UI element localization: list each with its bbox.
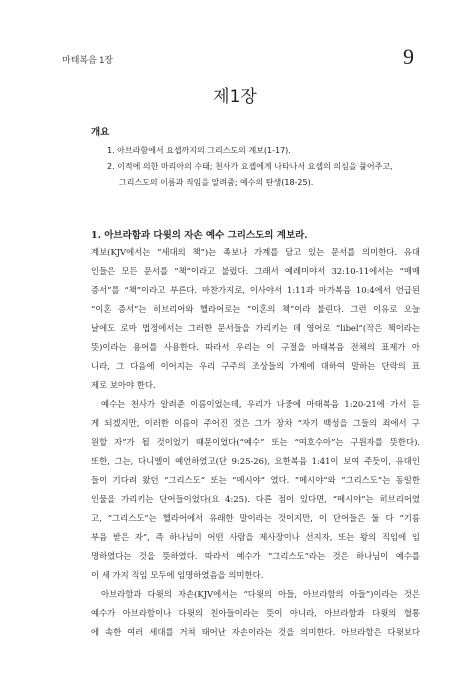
body-text-line: 증서”를 “책”이라고 부른다. 마찬가지로, 이사야서 1:11과 마가복음 10:4에서 언급된 [91, 285, 420, 295]
body-text-line: 부음 받은 자”, 즉 하나님이 어떤 사람을 제사장이나 선지자, 또는 왕의 직임에 임 [91, 532, 420, 542]
body-text-line: 이 세 가지 직임 모두에 임명하였음을 의미한다. [91, 570, 264, 580]
outline-item-continuation: 그리스도의 이름과 직임을 알려줌; 예수의 탄생(18-25). [119, 178, 314, 187]
body-text-line: 제로 보아야 한다. [91, 380, 156, 390]
body-text-line: 인들은 모든 문서를 “책”이라고 불렀다. 그래서 예레미야서 32:10-11에서는 “매매 [91, 266, 420, 276]
body-text-line: 인물을 가리키는 단어들이었다(요 4:25). 다른 점이 있다면, “메시야”는 히브리어였 [91, 494, 420, 504]
body-text-line: 고, “그리스도”는 헬라어에서 유래한 말이라는 것이지만, 이 단어들은 둘 다 “기름 [91, 513, 420, 523]
running-header-title: 마태복음 1장 [62, 55, 113, 65]
body-text-line: 아브라함과 다윗의 자손(KJV에서는 “다윗의 아들, 아브라함의 아들”)이라는 것은 [101, 589, 420, 599]
body-text-line: 명하였다는 것을 뜻하였다. 따라서 예수가 “그리스도”라는 것은 하나님이 예수를 [91, 551, 420, 561]
chapter-title: 제1장 [213, 87, 257, 107]
body-text-line: “이혼 증서”는 히브리어와 헬라어로는 “이혼의 책”이라 불린다. 그런 이유로 오늘 [91, 304, 420, 314]
body-text-line: 계보(KJV에서는 “세대의 책”)는 족보나 가계를 담고 있는 문서를 의미한다. 유대 [91, 247, 420, 257]
body-text-line: 들이 기다려 왔던 “그리스도” 또는 “메시야” 였다. “메시야”와 “그리스도”는 동일한 [91, 475, 420, 485]
body-text-line: 게 되겠지만, 이러한 이름이 주어진 것은 그가 장차 “자기 백성을 그들의 죄에서 구 [91, 418, 420, 428]
body-text-line: 또한, 그는, 다니엘이 예언하였고(단 9:25-26), 요한복음 1:41이 보여 주듯이, 유대인 [91, 456, 420, 466]
body-text-line: 예수가 아브라함이나 다윗의 친아들이라는 뜻이 아니라, 아브라함과 다윗의 혈통 [91, 608, 420, 618]
body-text-line: 뜻)이라는 용어를 사용한다. 따라서 우리는 이 구절을 마태복음 전체의 표제가 아 [91, 342, 420, 352]
body-text-line: 니라, 그 다음에 이어지는 우리 구주의 조상들의 가계에 대하여 말하는 단락의 표 [91, 361, 420, 371]
page-number: 9 [403, 44, 414, 69]
body-text-line: 에 속한 여러 세대를 거쳐 태어난 자손이라는 것을 의미한다. 아브라함은 다윗보다 [91, 627, 420, 637]
section-heading: 1. 아브라함과 다윗의 자손 예수 그리스도의 계보라. [91, 230, 308, 241]
outline-item: 1. 아브라함에서 요셉까지의 그리스도의 계보(1-17). [107, 146, 291, 155]
outline-item: 2. 이적에 의한 마리아의 수태; 천사가 요셉에게 나타나서 요셉의 의심을 풀어주고, [107, 162, 393, 171]
body-text-line: 예수는 천사가 알려준 이름이었는데, 우리가 나중에 마태복음 1:20-21에 가서 듣 [101, 399, 420, 409]
body-text-line: 날에도 로마 법정에서는 그러한 문서들을 가리키는 데 영어로 “libel”(작은 책이라는 [91, 323, 420, 333]
running-header [62, 44, 414, 68]
outline-heading: 개요 [91, 127, 110, 138]
body-text-line: 원할 자”가 될 것이었기 때문이었다(“예수” 또는 “여호수아”는 구원자를 뜻한다). [91, 437, 420, 447]
